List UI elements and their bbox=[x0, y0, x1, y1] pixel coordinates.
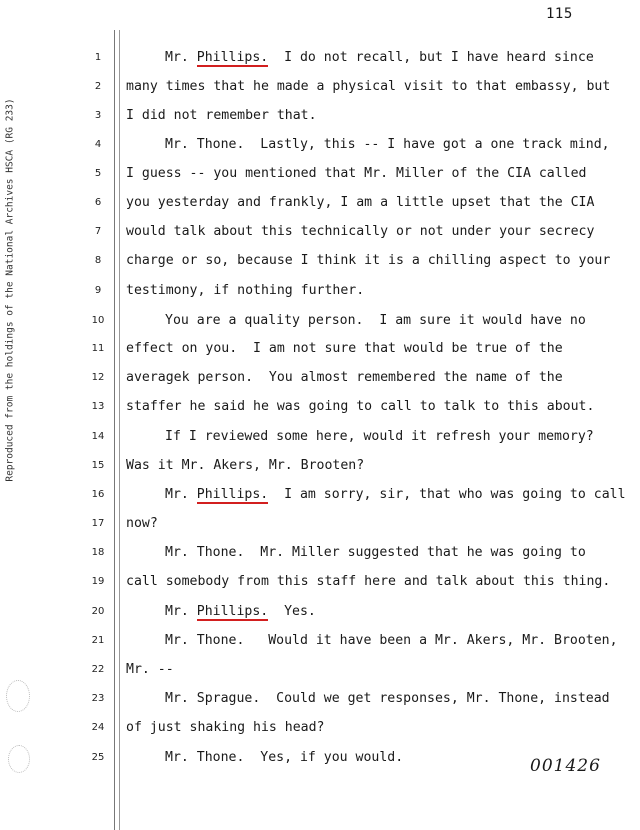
line-number: 6 bbox=[94, 197, 102, 208]
line-text: of just shaking his head? bbox=[126, 720, 325, 735]
highlighted-name: Phillips. bbox=[196, 487, 269, 502]
transcript-line bbox=[0, 514, 640, 534]
line-number: 4 bbox=[94, 139, 102, 150]
line-number: 14 bbox=[91, 431, 105, 442]
line-text: effect on you. I am not sure that would be true of the bbox=[126, 341, 563, 356]
line-text: Mr. -- bbox=[126, 662, 174, 677]
line-number: 11 bbox=[91, 343, 105, 354]
line-number: 10 bbox=[91, 315, 105, 326]
scan-smudge bbox=[8, 745, 30, 773]
line-text: would talk about this technically or not under your secrecy bbox=[126, 224, 595, 239]
line-text: many times that he made a physical visit to that embassy, but bbox=[126, 79, 611, 94]
line-text: Mr. Thone. Would it have been a Mr. Akers, Mr. Brooten, bbox=[165, 633, 618, 648]
line-number: 19 bbox=[91, 576, 105, 587]
transcript-line bbox=[0, 193, 640, 213]
archive-stamp-text: Reproduced from the holdings of the National Archives HSCA (RG 233) bbox=[4, 98, 16, 482]
transcript-line bbox=[0, 106, 640, 126]
line-number: 17 bbox=[91, 518, 105, 529]
line-text: testimony, if nothing further. bbox=[126, 283, 365, 298]
line-number: 1 bbox=[94, 52, 102, 63]
line-text: Was it Mr. Akers, Mr. Brooten? bbox=[126, 458, 365, 473]
transcript-line bbox=[0, 718, 640, 738]
line-number: 8 bbox=[94, 255, 102, 266]
transcript-line bbox=[0, 77, 640, 97]
page-number: 115 bbox=[546, 6, 573, 22]
line-text bbox=[165, 48, 594, 68]
transcript-line bbox=[0, 251, 640, 271]
transcript-line bbox=[0, 485, 640, 505]
transcript-line bbox=[0, 339, 640, 359]
line-number: 13 bbox=[91, 401, 105, 412]
transcript-line bbox=[0, 281, 640, 301]
line-text: I did not remember that. bbox=[126, 108, 317, 123]
line-number: 3 bbox=[94, 110, 102, 121]
line-number: 15 bbox=[91, 460, 105, 471]
transcript-line bbox=[0, 660, 640, 680]
transcript-line bbox=[0, 222, 640, 242]
transcript-line bbox=[0, 689, 640, 709]
transcript-line bbox=[0, 572, 640, 592]
line-text: call somebody from this staff here and talk about this thing. bbox=[126, 574, 611, 589]
line-text: you yesterday and frankly, I am a little upset that the CIA bbox=[126, 195, 595, 210]
scan-smudge bbox=[6, 680, 30, 712]
line-number: 16 bbox=[91, 489, 105, 500]
document-id: 001426 bbox=[530, 756, 601, 776]
line-text: You are a quality person. I am sure it would have no bbox=[165, 313, 586, 328]
speaker-prefix: Mr. bbox=[165, 487, 197, 502]
line-number: 18 bbox=[91, 547, 105, 558]
line-rest: Yes. bbox=[268, 604, 316, 619]
transcript-line bbox=[0, 427, 640, 447]
line-text: If I reviewed some here, would it refresh your memory? bbox=[165, 429, 594, 444]
transcript-line bbox=[0, 543, 640, 563]
highlighted-name: Phillips. bbox=[196, 604, 269, 619]
line-text: now? bbox=[126, 516, 158, 531]
line-text bbox=[165, 602, 316, 622]
line-text: averagek person. You almost remembered the name of the bbox=[126, 370, 563, 385]
speaker-prefix: Mr. bbox=[165, 50, 197, 65]
line-number: 20 bbox=[91, 606, 105, 617]
line-number: 2 bbox=[94, 81, 102, 92]
line-text: Mr. Thone. Lastly, this -- I have got a one track mind, bbox=[165, 137, 610, 152]
transcript-line bbox=[0, 311, 640, 331]
line-text: Mr. Sprague. Could we get responses, Mr. Thone, instead bbox=[165, 691, 610, 706]
line-number: 24 bbox=[91, 722, 105, 733]
line-number: 25 bbox=[91, 752, 105, 763]
transcript-line bbox=[0, 48, 640, 68]
line-text: Mr. Thone. Yes, if you would. bbox=[165, 750, 404, 765]
line-rest: I am sorry, sir, that who was going to call bbox=[268, 487, 626, 502]
transcript-line bbox=[0, 631, 640, 651]
line-text bbox=[165, 485, 626, 505]
line-number: 22 bbox=[91, 664, 105, 675]
transcript-line bbox=[0, 456, 640, 476]
transcript-line bbox=[0, 368, 640, 388]
line-number: 7 bbox=[94, 226, 102, 237]
line-text: Mr. Thone. Mr. Miller suggested that he was going to bbox=[165, 545, 586, 560]
highlighted-name: Phillips. bbox=[196, 50, 269, 65]
line-number: 21 bbox=[91, 635, 105, 646]
line-rest: I do not recall, but I have heard since bbox=[268, 50, 594, 65]
line-text: charge or so, because I think it is a chilling aspect to your bbox=[126, 253, 611, 268]
transcript-line bbox=[0, 602, 640, 622]
line-number: 23 bbox=[91, 693, 105, 704]
line-number: 9 bbox=[94, 285, 102, 296]
line-number: 12 bbox=[91, 372, 105, 383]
line-text: staffer he said he was going to call to talk to this about. bbox=[126, 399, 595, 414]
line-number: 5 bbox=[94, 168, 102, 179]
line-text: I guess -- you mentioned that Mr. Miller of the CIA called bbox=[126, 166, 587, 181]
transcript-line bbox=[0, 135, 640, 155]
speaker-prefix: Mr. bbox=[165, 604, 197, 619]
transcript-line bbox=[0, 164, 640, 184]
transcript-line bbox=[0, 397, 640, 417]
